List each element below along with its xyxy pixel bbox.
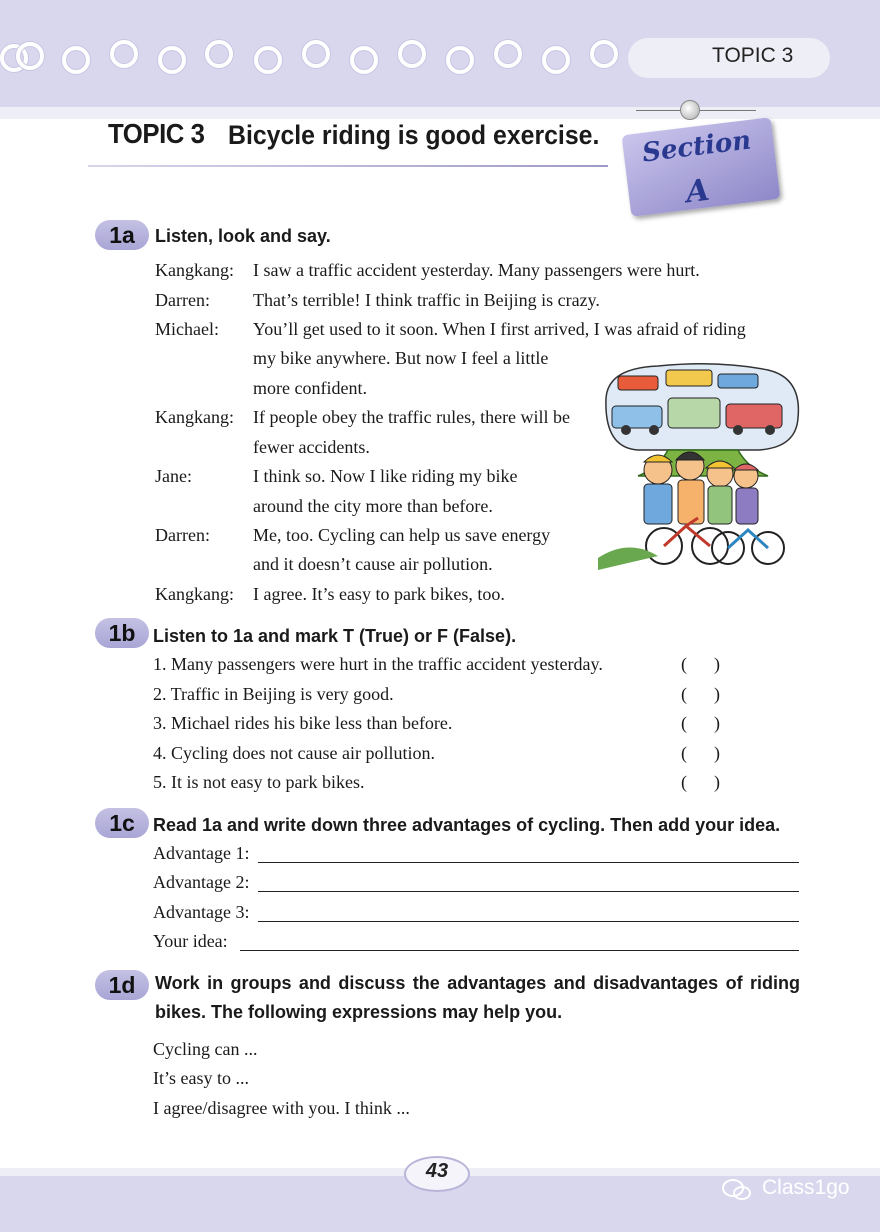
car-icon (718, 374, 758, 388)
field-label: Advantage 3: (153, 902, 250, 922)
answer-box[interactable]: ( ) (681, 772, 720, 792)
ring-decoration (446, 46, 474, 74)
speaker-label: Darren: (155, 290, 210, 310)
activity-badge-1d: 1d (95, 970, 149, 1000)
activity-badge-1c: 1c (95, 808, 149, 838)
ring-decoration (110, 40, 138, 68)
expression-item: I agree/disagree with you. I think ... (153, 1098, 410, 1118)
list-item: 2. Traffic in Beijing is very good. (153, 684, 394, 704)
cycling-illustration (598, 358, 802, 570)
dialogue-line: If people obey the traffic rules, there will be (253, 407, 571, 427)
field-label: Advantage 1: (153, 843, 250, 863)
list-item: 3. Michael rides his bike less than before. (153, 713, 453, 733)
wheel-icon (765, 425, 775, 435)
activity-heading-1a: Listen, look and say. (155, 226, 331, 246)
field-label: Advantage 2: (153, 872, 250, 892)
bus-icon (726, 404, 782, 428)
answer-box[interactable]: ( ) (681, 713, 720, 733)
grass (598, 547, 658, 570)
answer-line[interactable] (258, 862, 799, 863)
speaker-label: Kangkang: (155, 584, 234, 604)
dialogue-line: I saw a traffic accident yesterday. Many passengers were hurt. (253, 260, 700, 280)
dialogue-line: That’s terrible! I think traffic in Beijing is crazy. (253, 290, 600, 310)
activity-badge-1a: 1a (95, 220, 149, 250)
chat-bubble-icon (722, 1178, 752, 1202)
bus-icon (666, 370, 712, 386)
ring-decoration (302, 40, 330, 68)
dialogue-line: and it doesn’t cause air pollution. (253, 554, 493, 574)
speaker-label: Darren: (155, 525, 210, 545)
ring-decoration (542, 46, 570, 74)
speaker-label: Kangkang: (155, 407, 234, 427)
activity-heading-1d: Work in groups and discuss the advantages and disadvantages of riding bikes. The following expressions may help you. (155, 973, 800, 1022)
page-title (108, 118, 600, 150)
ring-decoration (590, 40, 618, 68)
activity-heading-1c: Read 1a and write down three advantages of cycling. Then add your idea. (153, 815, 781, 835)
page-number: 43 (425, 1160, 449, 1182)
answer-line[interactable] (258, 921, 799, 922)
ring-decoration (205, 40, 233, 68)
dialogue-line: Me, too. Cycling can help us save energy (253, 525, 551, 545)
title-underline (88, 165, 608, 167)
section-letter: A (683, 172, 712, 211)
list-item: 4. Cycling does not cause air pollution. (153, 743, 435, 763)
dialogue-line: I agree. It’s easy to park bikes, too. (253, 584, 505, 604)
section-badge (618, 108, 788, 223)
dialogue-line: I think so. Now I like riding my bike (253, 466, 518, 486)
wheel-icon (621, 425, 631, 435)
truck-icon (612, 406, 662, 428)
field-label: Your idea: (153, 931, 228, 951)
expression-item: It’s easy to ... (153, 1068, 249, 1088)
dialogue-line: fewer accidents. (253, 437, 370, 457)
ring-decoration (350, 46, 378, 74)
title-topic: TOPIC 3 (108, 118, 205, 149)
dialogue-line: You’ll get used to it soon. When I first arrived, I was afraid of riding (253, 319, 746, 339)
activity-badge-1b: 1b (95, 618, 149, 648)
list-item: 5. It is not easy to park bikes. (153, 772, 365, 792)
car-icon (618, 376, 658, 390)
title-text: Bicycle riding is good exercise. (228, 120, 600, 150)
dialogue-line: more confident. (253, 378, 367, 398)
answer-box[interactable]: ( ) (681, 684, 720, 704)
child-body (736, 488, 758, 524)
ring-decoration (398, 40, 426, 68)
expression-item: Cycling can ... (153, 1039, 258, 1059)
wheel-icon (649, 425, 659, 435)
answer-box[interactable]: ( ) (681, 743, 720, 763)
pin-icon (680, 100, 700, 120)
activity-heading-1b: Listen to 1a and mark T (True) or F (False). (153, 626, 517, 646)
topic-tag: TOPIC 3 (712, 44, 794, 67)
ring-decoration (62, 46, 90, 74)
speaker-label: Jane: (155, 466, 192, 486)
ring-decoration (254, 46, 282, 74)
child-body (708, 486, 732, 524)
ring-decoration (158, 46, 186, 74)
dialogue-line: my bike anywhere. But now I feel a little (253, 348, 549, 368)
van-icon (668, 398, 720, 428)
answer-line[interactable] (240, 950, 799, 951)
child-body (678, 480, 704, 524)
dialogue-line: around the city more than before. (253, 496, 493, 516)
speaker-label: Kangkang: (155, 260, 234, 280)
section-word: Section (640, 125, 753, 169)
decorative-rings (0, 38, 640, 88)
child-body (644, 484, 672, 524)
wheel-icon (733, 425, 743, 435)
ring-decoration (494, 40, 522, 68)
answer-box[interactable]: ( ) (681, 654, 720, 674)
ring-decoration (16, 42, 44, 70)
answer-line[interactable] (258, 891, 799, 892)
speaker-label: Michael: (155, 319, 219, 339)
watermark: Class1go (762, 1176, 850, 1199)
list-item: 1. Many passengers were hurt in the traffic accident yesterday. (153, 654, 603, 674)
